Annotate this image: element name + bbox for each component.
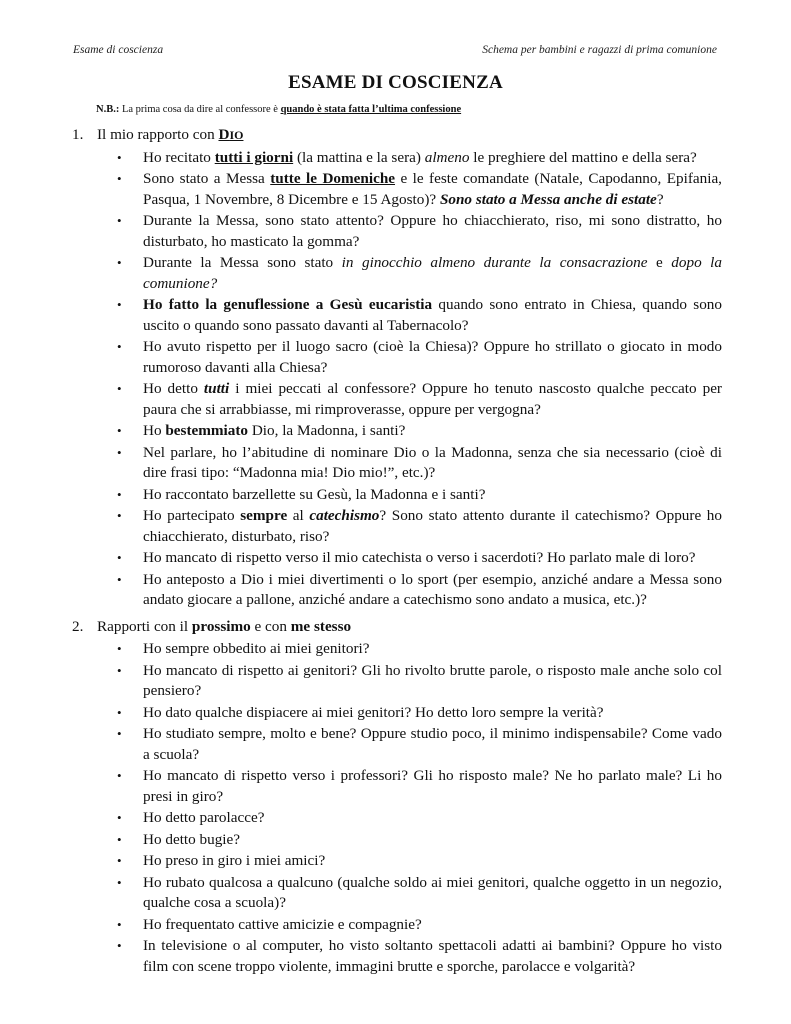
item-text: Ho raccontato barzellette su Gesù, la Madonna e i santi?	[143, 485, 486, 503]
document-title: ESAME DI COSCIENZA	[288, 72, 503, 93]
note-emphasis: quando è stata fatta l’ultima confessione	[280, 104, 462, 115]
bullet-icon: •	[117, 853, 122, 868]
item-text: sempre	[240, 507, 288, 524]
bullet-icon: •	[117, 831, 122, 847]
list-item	[72, 661, 722, 702]
list-item	[72, 211, 722, 252]
item-text: Ho detto parolacce?	[143, 809, 265, 826]
list-item	[72, 337, 722, 378]
item-text: quando sono entrato in Chiesa, quando sono uscito o quando sono passato davanti al Tabernacolo?	[143, 296, 722, 334]
bullet-icon: •	[117, 662, 122, 678]
list-item	[72, 443, 722, 484]
section-1-list	[72, 148, 722, 611]
item-text: Ho mancato di rispetto verso il mio catechista o verso i sacerdoti? Ho parlato male di loro?	[143, 549, 696, 566]
item-text: Ho fatto la genuflessione a Gesù eucaristia	[143, 296, 433, 313]
section-1-title-rest: IO	[229, 128, 244, 142]
bullet-icon: •	[117, 768, 122, 783]
section-1-title-prefix: Il mio rapporto con	[97, 126, 215, 143]
item-text: Ho	[143, 422, 166, 439]
section-2-title-d: me stesso	[290, 617, 352, 635]
bullet-icon: •	[117, 810, 122, 825]
section-1-number: 1.	[72, 126, 84, 143]
list-item	[72, 703, 722, 724]
bullet-icon: •	[117, 149, 122, 165]
item-text: bestemmiato	[165, 422, 249, 439]
item-text: Ho mancato di rispetto verso i professori? Gli ho risposto male? Ne ho parlato male? Li ho presi in giro?	[143, 767, 722, 805]
item-text: catechismo	[309, 507, 380, 524]
header-right: Schema per bambini e ragazzi di prima comunione	[482, 44, 717, 56]
item-text: Ho anteposto a Dio i miei divertimenti o lo sport (per esempio, anziché andare a Messa sono andato giocare a pallone, anziché andare a catechismo sono andato a musica, etc.)?	[143, 570, 722, 608]
item-text: dopo la comunione?	[143, 254, 722, 292]
item-text: Ho studiato sempre, molto e bene? Oppure studio poco, il minimo indispensabile? Come vado a scuola?	[143, 725, 722, 763]
bullet-icon: •	[117, 486, 122, 502]
list-item	[72, 570, 722, 611]
note	[96, 104, 461, 115]
list-item	[72, 548, 722, 569]
item-text: almeno	[424, 148, 470, 166]
list-item	[72, 936, 722, 977]
header-left: Esame di coscienza	[73, 44, 164, 56]
list-item	[72, 830, 722, 851]
bullet-icon: •	[117, 726, 122, 741]
item-text: Ho avuto rispetto per il luogo sacro (cioè la Chiesa)? Oppure ho strillato o giocato in modo rumoroso davanti alla Chiesa?	[143, 338, 722, 376]
item-text: Ho partecipato	[143, 507, 241, 524]
list-item	[72, 379, 722, 420]
bullet-icon: •	[117, 874, 122, 890]
item-text: tutti i giorni	[214, 148, 294, 166]
item-text: le preghiere del mattino e della sera?	[469, 148, 697, 166]
section-2-title-a: Rapporti con il	[97, 617, 192, 635]
bullet-icon: •	[117, 641, 122, 656]
item-text: tutte le Domeniche	[270, 170, 396, 187]
bullet-icon: •	[117, 171, 122, 186]
item-text: Ho detto	[143, 380, 204, 397]
bullet-icon: •	[117, 381, 122, 396]
item-text: ?	[656, 190, 664, 208]
item-text: Ho detto bugie?	[143, 830, 241, 848]
bullet-icon: •	[117, 444, 122, 460]
note-text: La prima cosa da dire al confessore è	[121, 104, 278, 115]
list-item	[72, 915, 722, 936]
section-1-title-d: D	[218, 126, 230, 143]
bullet-icon: •	[117, 916, 122, 932]
item-text: al	[287, 507, 310, 524]
list-item	[72, 808, 722, 829]
item-text: in ginocchio almeno durante la consacrazione	[341, 254, 648, 271]
list-item	[72, 724, 722, 765]
list-item	[72, 766, 722, 807]
section-2-title	[72, 617, 722, 638]
list-item	[72, 253, 722, 294]
section-2-number: 2.	[72, 617, 84, 635]
note-label: N.B.:	[96, 104, 120, 115]
bullet-icon: •	[117, 938, 122, 953]
item-text: Ho frequentato cattive amicizie e compagnie?	[143, 915, 422, 933]
item-text: Ho preso in giro i miei amici?	[143, 852, 326, 869]
item-text: e	[647, 254, 672, 271]
item-text: tutti	[203, 380, 230, 397]
list-item	[72, 851, 722, 872]
bullet-icon: •	[117, 550, 122, 565]
bullet-icon: •	[117, 704, 122, 720]
item-text: Sono stato a Messa	[143, 170, 271, 187]
bullet-icon: •	[117, 297, 122, 312]
bullet-icon: •	[117, 423, 122, 438]
list-item	[72, 639, 722, 660]
item-text: Ho dato qualche dispiacere ai miei genitori? Ho detto loro sempre la verità?	[143, 703, 604, 721]
section-2-list	[72, 639, 722, 977]
bullet-icon: •	[117, 571, 122, 587]
list-item	[72, 873, 722, 914]
item-text: ? Sono stato attento durante il catechismo? Oppure ho chiacchierato, disturbato, riso?	[143, 507, 722, 545]
list-item	[72, 169, 722, 210]
list-item	[72, 506, 722, 547]
section-1-title	[72, 125, 722, 146]
item-text: Ho mancato di rispetto ai genitori? Gli ho rivolto brutte parole, o risposto male anche solo col pensiero?	[143, 661, 722, 699]
section-2-title-b: prossimo	[191, 617, 251, 635]
bullet-icon: •	[117, 255, 122, 270]
item-text: Nel parlare, ho l’abitudine di nominare Dio o la Madonna, senza che sia necessario (cioè di dire frasi tipo: “Madonna mia! Dio mio!”, etc.)?	[143, 443, 722, 481]
list-item	[72, 421, 722, 442]
item-text: Durante la Messa sono stato	[143, 254, 342, 271]
item-text: e le feste comandate (Natale, Capodanno, Epifania, Pasqua, 1 Novembre, 8 Dicembre e 15 Agosto)?	[143, 170, 722, 208]
item-text: Ho rubato qualcosa a qualcuno (qualche soldo ai miei genitori, qualche oggetto in un negozio, qualche cosa a scuola)?	[143, 873, 722, 911]
list-item	[72, 148, 722, 169]
section-1-title-dio	[218, 126, 243, 143]
item-text: Ho recitato	[143, 148, 215, 166]
item-text: In televisione o al computer, ho visto soltanto spettacoli adatti ai bambini? Oppure ho visto film con scene troppo violente, immagini brutte e sporche, parolacce e volgarità?	[143, 937, 722, 975]
item-text: i miei peccati al confessore? Oppure ho tenuto nascosto qualche peccato per paura che si arrabbiasse, mi rimproverasse, oppure per vergogna?	[143, 380, 722, 418]
item-text: Ho sempre obbedito ai miei genitori?	[143, 640, 370, 657]
list-item	[72, 485, 722, 506]
item-text: Durante la Messa, sono stato attento? Oppure ho chiacchierato, riso, mi sono distratto, ho disturbato, ho masticato la gomma?	[143, 212, 722, 250]
list-item	[72, 295, 722, 336]
item-text: (la mattina e la sera)	[293, 148, 425, 166]
item-text: Dio, la Madonna, i santi?	[248, 422, 406, 439]
section-2-title-c: e con	[250, 617, 291, 635]
bullet-icon: •	[117, 508, 122, 523]
bullet-icon: •	[117, 339, 122, 354]
content	[72, 125, 722, 978]
item-text: Sono stato a Messa anche di estate	[439, 190, 657, 208]
bullet-icon: •	[117, 213, 122, 228]
